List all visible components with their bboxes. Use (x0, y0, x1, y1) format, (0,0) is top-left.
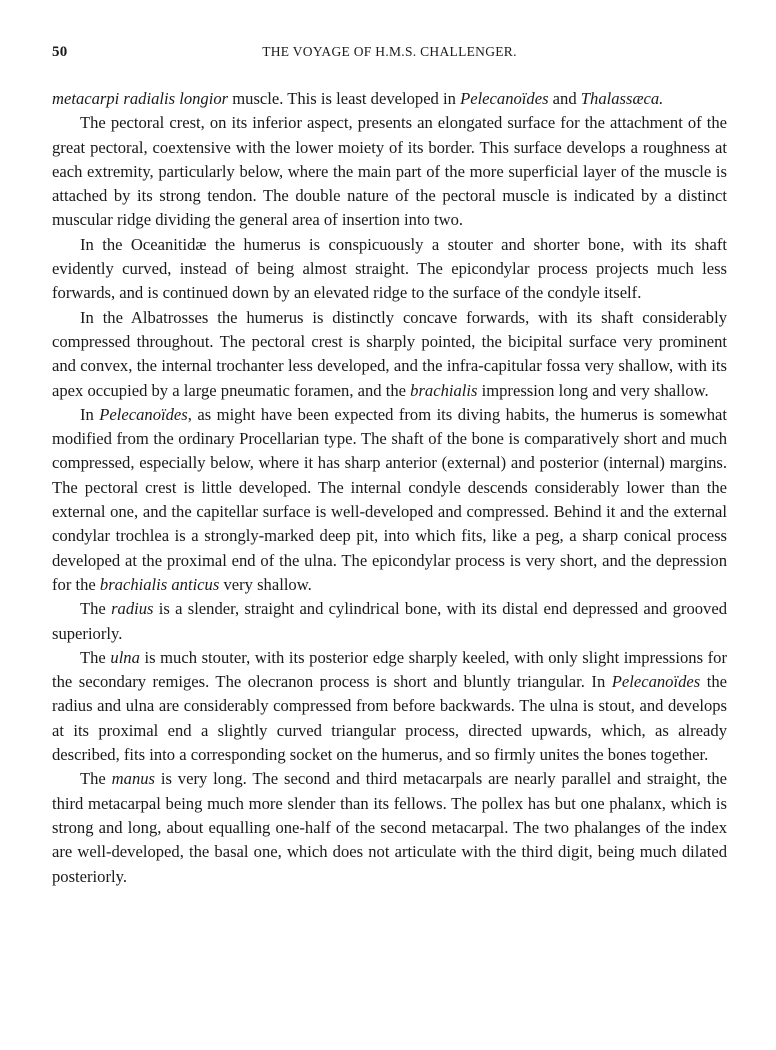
text-run: and (548, 89, 581, 108)
text-run: The (80, 599, 112, 619)
paragraph (52, 87, 727, 111)
paragraph (52, 403, 727, 597)
paragraph (52, 767, 727, 888)
italic-term: metacarpi radialis longior (52, 89, 229, 108)
text-run: The pectoral crest, on its inferior aspect, presents an elongated surface for the attachment of the great pectoral, coextensive with the lower moiety of its border. This surface develops a roughness at each extremity, particularly below, where the main part of the more superficial layer of the muscle is attached by its strong tendon. The double nature of the pectoral muscle is indicated by a distinct muscular ridge dividing the general area of insertion into two. (52, 113, 727, 230)
italic-term: manus (111, 769, 156, 789)
text-run: is much stouter, with its posterior edge sharply keeled, with only slight impressions for the secondary remiges. The olecranon process is short and bluntly triangular. In (52, 647, 727, 692)
italic-term: brachialis anticus (99, 574, 220, 594)
italic-term: Thalassæca. (580, 89, 664, 108)
italic-term: Pelecanoïdes (611, 672, 701, 692)
document-page (52, 44, 727, 889)
page-number: 50 (52, 44, 68, 60)
running-title: THE VOYAGE OF H.M.S. CHALLENGER. (262, 44, 517, 59)
italic-term: brachialis (410, 380, 478, 400)
paragraph (52, 646, 727, 767)
paragraph (52, 597, 727, 646)
text-run: In the Albatrosses the humerus is distinctly concave forwards, with its shaft considerably compressed throughout. The pectoral crest is sharply pointed, the bicipital surface very prominent and convex, the internal trochanter less developed, and the infra-capitular fossa very shallow, with its apex occupied by a large pneumatic foramen, and the (52, 307, 727, 400)
text-run: , as might have been expected from its diving habits, the humerus is somewhat modified from the ordinary Procellarian type. The shaft of the bone is comparatively short and much compressed, especially below, where it has sharp anterior (external) and posterior (internal) margins. The pectoral crest is little developed. The internal condyle descends considerably lower than the external one, and the capitellar surface is well-developed and compressed. Behind it and the external condylar trochlea is a strongly-marked deep pit, into which fits, like a peg, a sharp conical process developed at the proximal end of the ulna. The epicondylar process is very short, and the depression for the (52, 404, 727, 594)
text-run: very shallow. (219, 574, 312, 594)
running-header (52, 44, 727, 68)
paragraph (52, 111, 727, 232)
text-run: The (80, 769, 112, 789)
italic-term: radius (111, 599, 154, 619)
italic-term: Pelecanoïdes (460, 89, 549, 108)
text-run: In (80, 404, 100, 424)
text-run: is a slender, straight and cylindrical bone, with its distal end depressed and grooved superiorly. (52, 599, 727, 643)
text-run: impression long and very shallow. (477, 380, 709, 400)
paragraph (52, 306, 727, 403)
text-run: is very long. The second and third metacarpals are nearly parallel and straight, the third metacarpal being much more slender than its fellows. The pollex has but one phalanx, which is strong and long, about equalling one-half of the second metacarpal. The two phalanges of the index are well-developed, the basal one, which does not articulate with the third digit, being much dilated posteriorly. (52, 769, 727, 886)
italic-term: Pelecanoïdes (99, 404, 188, 424)
text-run: The (80, 647, 111, 667)
text-run: the radius and ulna are considerably compressed from before backwards. The ulna is stout, and develops at its proximal end a slightly curved triangular process, directed upwards, which, as already described, fits into a corresponding socket on the humerus, and so firmly unites the bones together. (52, 672, 727, 765)
text-run: In the Oceanitidæ the humerus is conspicuously a stouter and shorter bone, with its shaft evidently curved, instead of being almost straight. The epicondylar process projects much less forwards, and is continued down by an elevated ridge to the surface of the condyle itself. (52, 234, 727, 303)
paragraph (52, 233, 727, 306)
body-text (52, 87, 727, 889)
italic-term: ulna (110, 647, 140, 667)
text-run: muscle. This is least developed in (228, 89, 461, 108)
